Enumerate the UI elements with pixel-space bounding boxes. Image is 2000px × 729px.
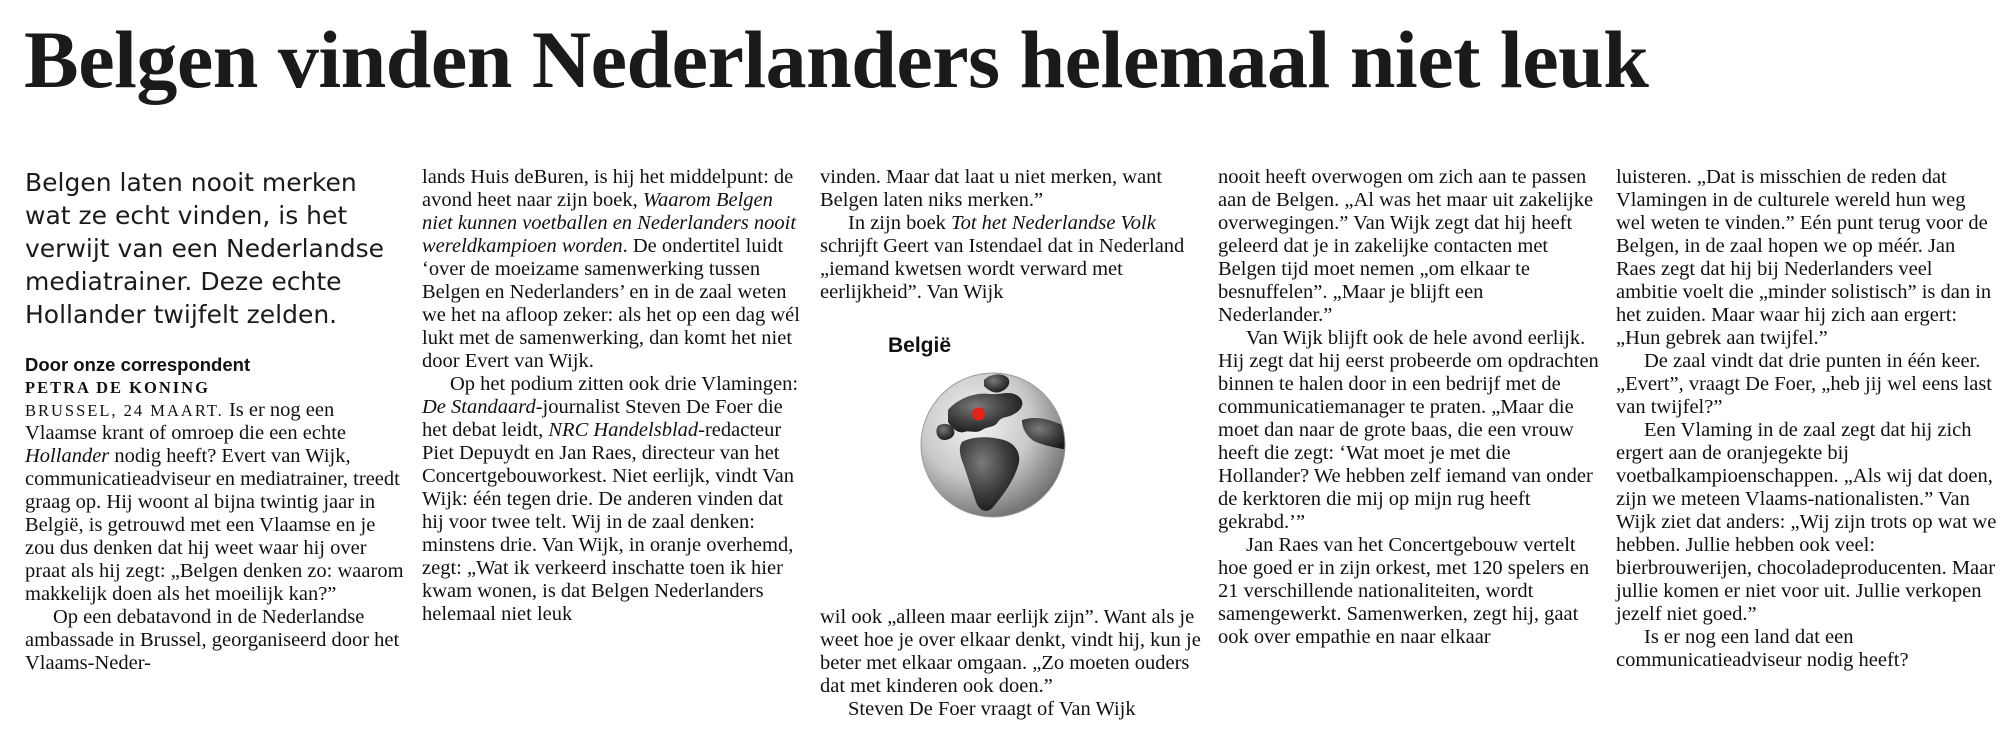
paragraph: nooit heeft overwogen om zich aan te passen aan de Belgen. „Al was het maar uit zakelijke overwegingen.” Van Wijk zegt dat hij heeft geleerd dat je in zakelijke contacten met Belgen tijd moet nemen „om elkaar te besnuffelen”. „Maar je blijft een Nederlander.” bbox=[1218, 166, 1594, 326]
text-emphasis: Tot het Nederlandse Volk bbox=[951, 212, 1156, 234]
paragraph: Steven De Foer vraagt of Van Wijk bbox=[848, 698, 1136, 720]
column-3 bbox=[820, 166, 1202, 721]
text-emphasis: De Standaard bbox=[422, 396, 536, 418]
text-run: -journalist Steven De Foer die het debat leidt, bbox=[422, 396, 783, 441]
text-run: Op het podium zitten ook drie Vlamingen: bbox=[450, 373, 799, 395]
dateline: BRUSSEL, 24 MAART. bbox=[25, 401, 224, 420]
column-5 bbox=[1616, 166, 1998, 672]
column-1 bbox=[25, 166, 407, 675]
globe-icon bbox=[918, 370, 1068, 520]
byline-label: Door onze correspondent bbox=[25, 354, 251, 375]
paragraph: De zaal vindt dat drie punten in één keer. „Evert”, vraagt De Foer, „heb jij wel eens last van twijfel?” bbox=[1616, 350, 1992, 418]
byline-author: PETRA DE KONING bbox=[25, 378, 210, 397]
paragraph: luisteren. „Dat is misschien de reden dat Vlamingen in de culturele wereld hun weg wel weten te vinden.” Eén punt terug voor de Belgen, in de zaal hopen we op méér. Jan Raes zegt dat hij bij Nederlanders veel ambitie voelt die „minder solistisch” is dan in het zuiden. Maar waar hij zich aan ergert: „Hun gebrek aan twijfel.” bbox=[1616, 166, 1992, 349]
paragraph: Van Wijk blijft ook de hele avond eerlijk. Hij zegt dat hij eerst probeerde om opdrachten binnen te halen door in een bedrijf met de communicatiemanager te praten. „Maar die moet dan naar de grote baas, die een vrouw heeft die zegt: ‘Wat moet je met die Hollander? We hebben zelf iemand van onder de kerktoren die mij op mijn rug heeft gekrabd.’” bbox=[1218, 327, 1599, 533]
intro-lead: Belgen laten nooit merken wat ze echt vinden, is het verwijt van een Nederlandse mediatrainer. Deze echte Hollander twijfelt zelden. bbox=[25, 168, 384, 329]
text-run: In zijn boek bbox=[848, 212, 952, 234]
paragraph: vinden. Maar dat laat u niet merken, want Belgen laten niks merken.” bbox=[820, 166, 1163, 211]
map-figure bbox=[820, 334, 1202, 592]
text-run: nodig heeft? Evert van Wijk, communicatieadviseur en mediatrainer, treedt graag op. Hij woont al bijna twintig jaar in België, is getrouwd met een Vlaamse en je zou dus denken dat hij weet waar hij over praat als hij zegt: „Belgen denken zo: waarom makkelijk doen als het moeilijk kan?” bbox=[25, 445, 404, 605]
text-run: lands Huis deBuren, is hij het middelpunt: de avond heet naar zijn boek, bbox=[422, 166, 794, 211]
headline: Belgen vinden Nederlanders helemaal niet leuk bbox=[24, 14, 1649, 105]
text-emphasis: Waarom Belgen niet kunnen voetballen en Nederlanders nooit wereldkampioen worden bbox=[422, 189, 797, 257]
paragraph: Jan Raes van het Concertgebouw vertelt hoe goed er in zijn orkest, met 120 spelers en 21 verschillende nationaliteiten, wordt samengewerkt. Samenwerken, zegt hij, gaat ook over empathie en naar elkaar bbox=[1218, 534, 1590, 648]
text-run: . De ondertitel luidt ‘over de moeizame samenwerking tussen Belgen en Nederlanders’ en in de zaal weten we het na afloop zeker: als het op een dag wél lukt met de samenwerking, dan komt het niet door Evert van Wijk. bbox=[422, 235, 800, 372]
paragraph bbox=[422, 166, 804, 373]
paragraph: Op een debatavond in de Nederlandse ambassade in Brussel, georganiseerd door het Vlaams-Neder- bbox=[25, 606, 400, 674]
text-emphasis: Hollander bbox=[25, 445, 110, 467]
column-4 bbox=[1218, 166, 1600, 649]
text-run: Is er nog een Vlaamse krant of omroep die een echte bbox=[25, 399, 347, 444]
paragraph bbox=[25, 399, 407, 606]
paragraph: wil ook „alleen maar eerlijk zijn”. Want als je weet hoe je over elkaar denkt, vindt hij, kun je beter met elkaar omgaan. „Zo moeten ouders dat met kinderen ook doen.” bbox=[820, 606, 1201, 697]
location-marker-icon bbox=[973, 408, 986, 421]
paragraph bbox=[820, 212, 1202, 304]
text-run: -redacteur Piet Depuydt en Jan Raes, directeur van het Concertgebouworkest. Niet eerlijk, vindt Van Wijk: één tegen drie. De anderen vinden dat hij voor twee telt. Wij in de zaal denken: minstens drie. Van Wijk, in oranje overhemd, zegt: „Wat ik verkeerd inschatte toen ik hier kwam wonen, is dat Belgen Nederlanders helemaal niet leuk bbox=[422, 419, 794, 625]
paragraph: Is er nog een land dat een communicatieadviseur nodig heeft? bbox=[1616, 626, 1909, 671]
column-2 bbox=[422, 166, 804, 626]
paragraph bbox=[422, 373, 804, 626]
text-run: schrijft Geert van Istendael dat in Nederland „iemand kwetsen wordt verward met eerlijkheid”. Van Wijk bbox=[820, 235, 1185, 303]
map-label: België bbox=[888, 334, 952, 357]
paragraph: Een Vlaming in de zaal zegt dat hij zich ergert aan de oranjegekte bij voetbalkampioenschappen. „Als wij dat doen, zijn we meteen Vlaams-nationalisten.” Van Wijk ziet dat anders: „Wij zijn trots op wat we hebben. Jullie hebben ook veel: bierbrouwerijen, chocoladeproducenten. Maar jullie komen er niet voor uit. Jullie verkopen jezelf niet goed.” bbox=[1616, 419, 1997, 625]
text-emphasis: NRC Handelsblad bbox=[548, 419, 699, 441]
